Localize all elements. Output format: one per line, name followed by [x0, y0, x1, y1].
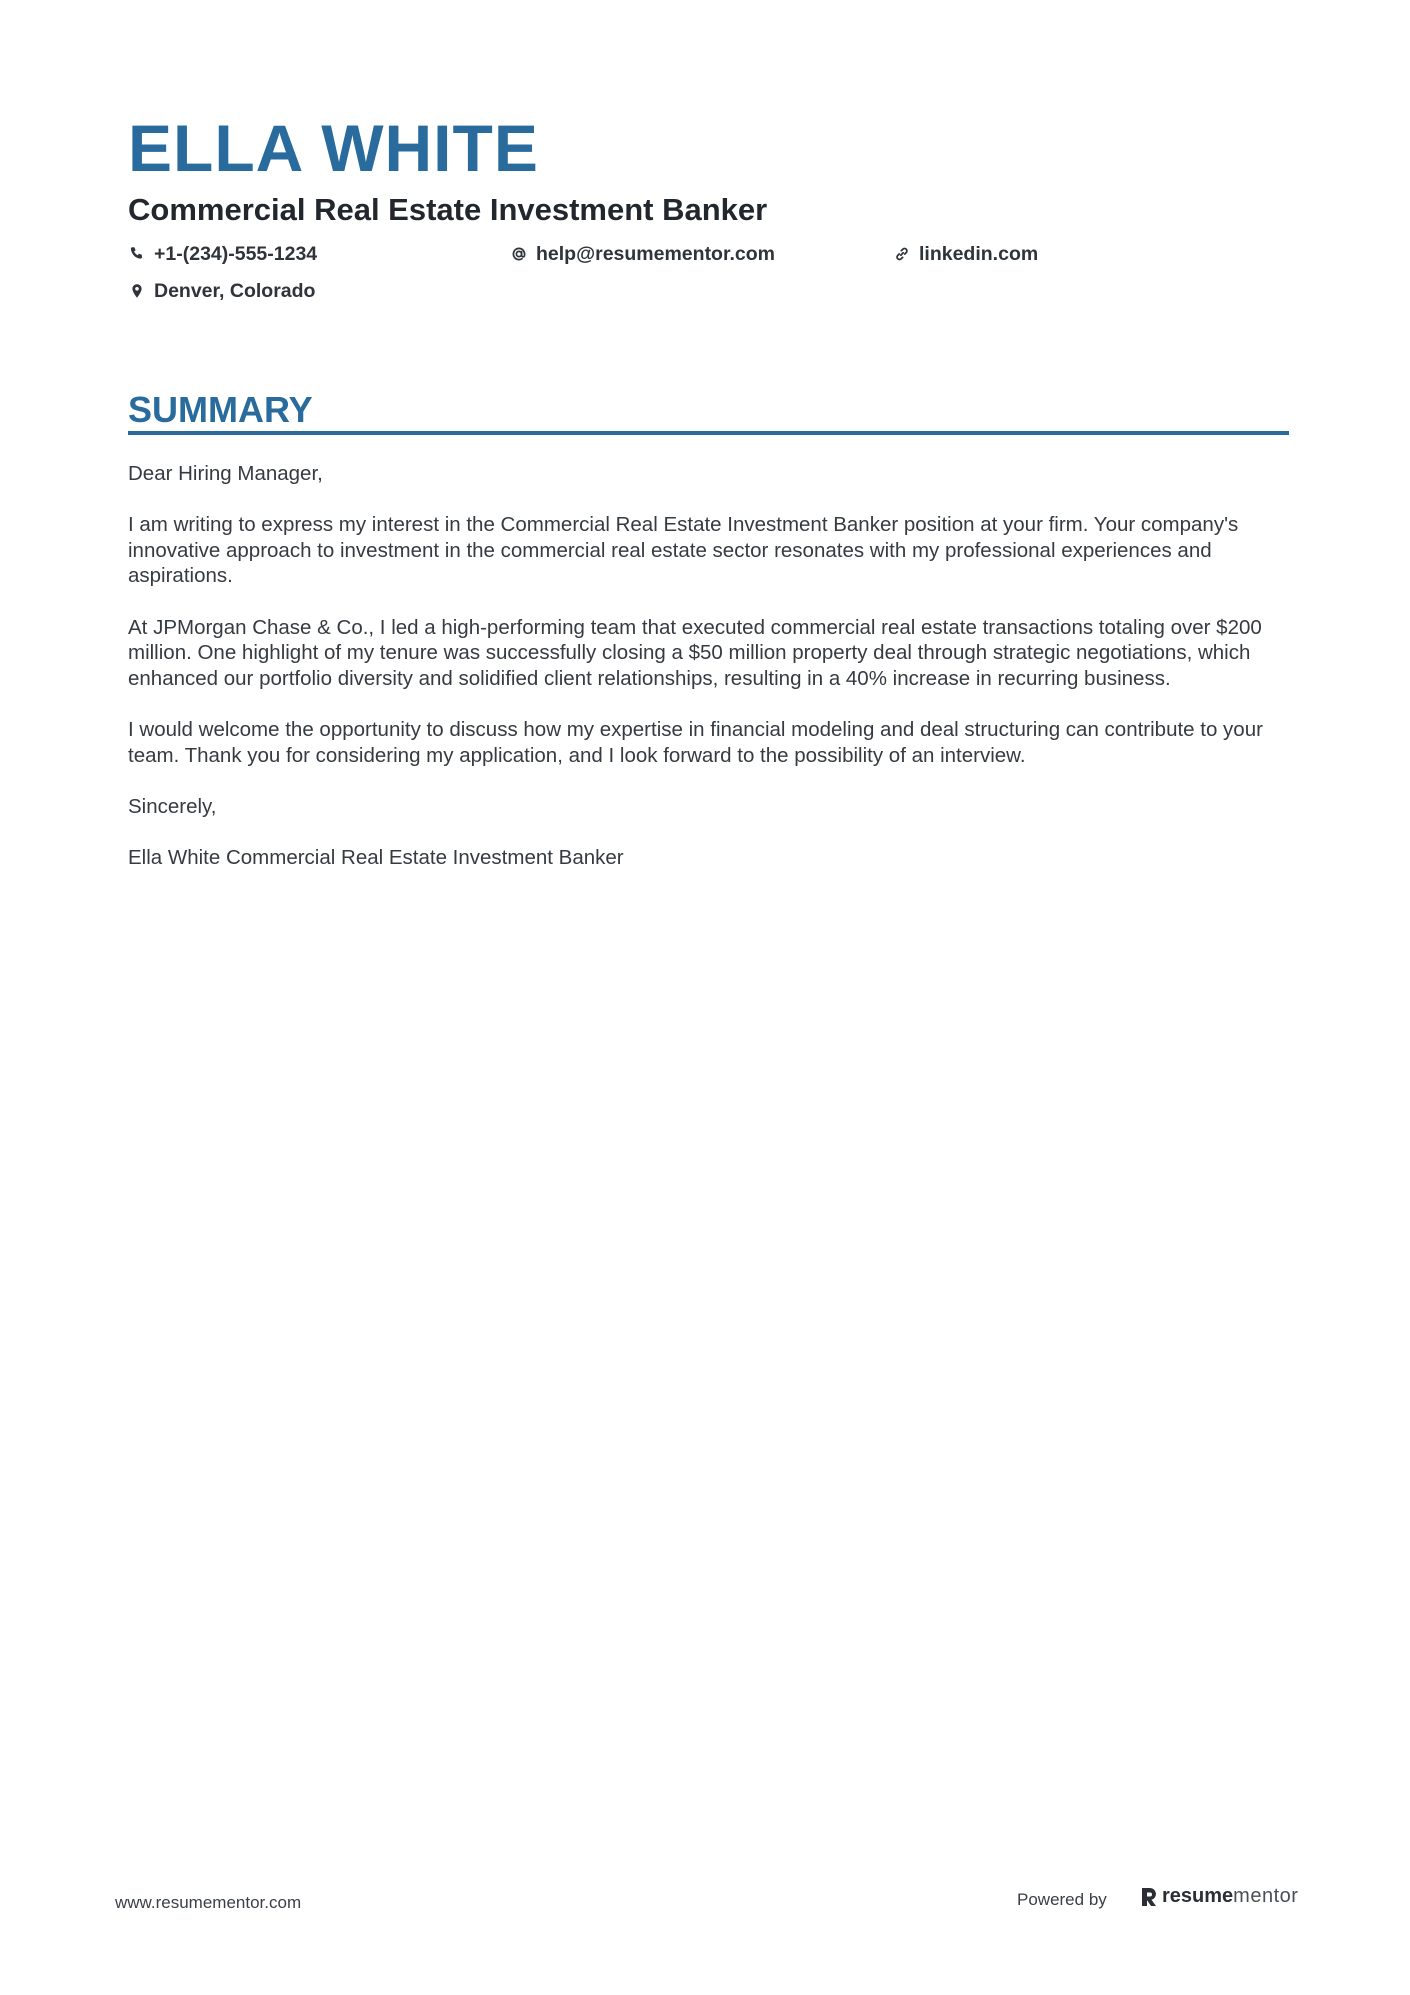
email-text: help@resumementor.com: [536, 242, 775, 265]
phone-text: +1-(234)-555-1234: [154, 242, 318, 265]
job-title: Commercial Real Estate Investment Banker: [128, 192, 768, 227]
location-pin-icon: [128, 282, 146, 300]
signature: Ella White Commercial Real Estate Investment Banker: [128, 845, 624, 869]
powered-by-label: Powered by: [1017, 1890, 1107, 1909]
contact-email[interactable]: [510, 240, 775, 268]
letter-paragraph: I would welcome the opportunity to discuss how my expertise in financial modeling and deal structuring can contribute to your team. Thank you for considering my application, and I look forward to the possibility of an interview.: [128, 717, 1263, 767]
footer-url[interactable]: www.resumementor.com: [115, 1893, 302, 1912]
contact-link[interactable]: [893, 240, 1038, 268]
section-heading-summary: SUMMARY: [128, 389, 313, 430]
closing: Sincerely,: [128, 794, 217, 818]
brand-text-part2: mentor: [1233, 1885, 1299, 1907]
candidate-name: ELLA WHITE: [128, 111, 539, 185]
brand-mark-icon: [1140, 1886, 1158, 1908]
section-divider: [128, 431, 1289, 435]
location-text: Denver, Colorado: [154, 279, 316, 302]
salutation: Dear Hiring Manager,: [128, 462, 323, 485]
phone-icon: [128, 245, 146, 263]
contact-location: [128, 277, 315, 305]
brand-text-part1: resume: [1162, 1885, 1234, 1907]
link-text: linkedin.com: [919, 242, 1039, 265]
letter-paragraph: At JPMorgan Chase & Co., I led a high-performing team that executed commercial real estate transactions totaling over $200 million. One highlight of my tenure was successfully closing a $50 million property deal through strategic negotiations, which enhanced our portfolio diversity and solidified client relationships, resulting in a 40% increase in recurring business.: [128, 615, 1262, 690]
contact-phone: [128, 240, 317, 268]
cover-letter-body: [128, 461, 1293, 896]
at-icon: [510, 245, 528, 263]
link-icon: [893, 245, 911, 263]
letter-paragraph: I am writing to express my interest in the Commercial Real Estate Investment Banker position at your firm. Your company's innovative approach to investment in the commercial real estate sector resonates with my professional experiences and aspirations.: [128, 513, 1239, 588]
brand-logo[interactable]: [1140, 1885, 1298, 1908]
